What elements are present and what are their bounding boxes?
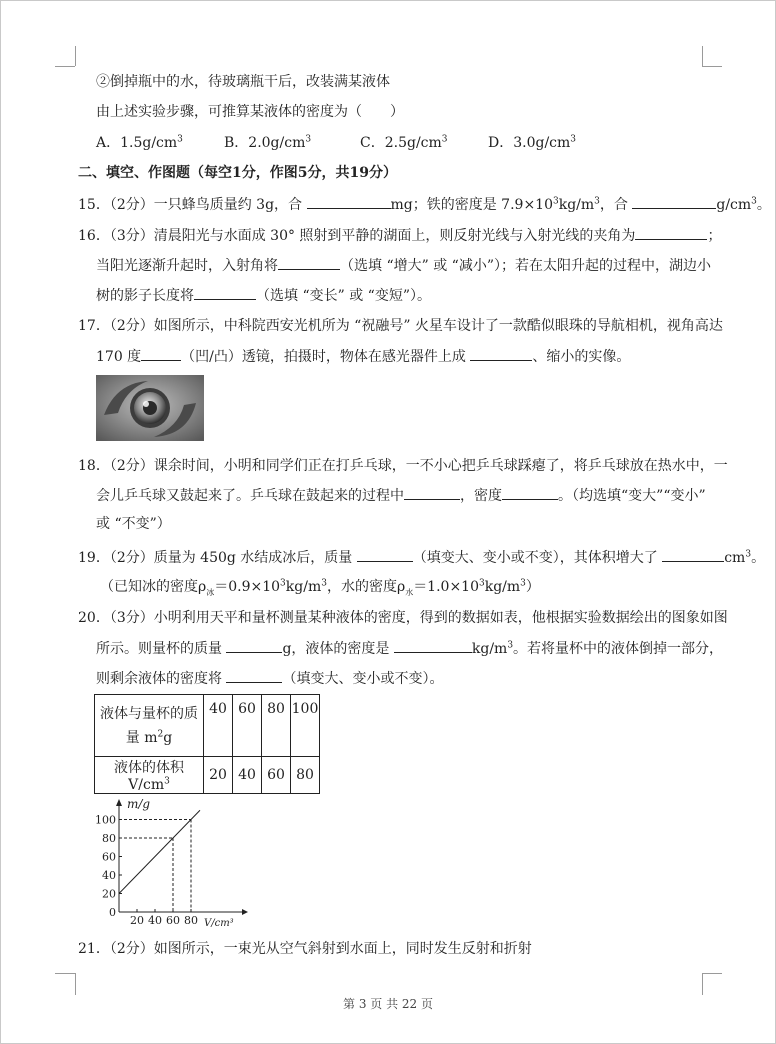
- crop-mark-tl: [75, 46, 76, 66]
- question-intro-text: 由上述实验步骤，可推算某液体的密度为（ ）: [96, 104, 404, 120]
- table-cell: 40: [233, 757, 262, 794]
- y-axis-label: m/g: [127, 797, 151, 811]
- table-cell: 80: [291, 757, 320, 794]
- crop-mark-tr: [702, 46, 703, 66]
- table-row: [95, 757, 320, 794]
- answer-blank[interactable]: [226, 638, 282, 653]
- crop-mark-bl: [55, 973, 75, 974]
- section-title: 二、填空、作图题（每空1分，作图5分，共19分）: [78, 165, 397, 181]
- answer-blank[interactable]: [141, 346, 181, 361]
- answer-blank[interactable]: [394, 638, 472, 653]
- mass-volume-chart: [92, 796, 252, 930]
- crop-mark-br: [702, 973, 722, 974]
- x-tick-label: 40: [148, 914, 162, 927]
- table-cell: 60: [262, 757, 291, 794]
- option-d[interactable]: D．$3.0g/cm^3$: [488, 134, 577, 151]
- question-21: 21．（2分）如图所示，一束光从空气斜射到水面上，同时发生反射和折射: [78, 941, 532, 957]
- table-cell: 80: [262, 695, 291, 757]
- question-20-line2: 所示。则量杯的质量 g，液体的密度是 $kg/m^3$。若将量杯中的液体倒掉一部分，: [96, 638, 723, 659]
- series-line: [119, 810, 200, 893]
- question-20: 20．（3分）小明利用天平和量杯测量某种液体的密度，得到的数据如表，他根据实验数据绘出的图象如图: [78, 610, 728, 626]
- answer-blank[interactable]: [470, 346, 532, 361]
- answer-options: [96, 133, 576, 153]
- answer-blank[interactable]: [632, 194, 716, 209]
- table-cell: 40: [204, 695, 233, 757]
- table-row-header: 液体的体积 $V/cm^3$: [95, 757, 204, 794]
- question-19: 19．（2分）质量为 450g 水结成冰后，质量 （填变大、变小或不变），其体积增大了 $cm^3$。: [78, 547, 765, 568]
- question-18-line3: 或 “不变”）: [96, 516, 171, 532]
- answer-blank[interactable]: [278, 255, 340, 270]
- question-20-line3: 则剩余液体的密度将 （填变大、变小或不变）。: [96, 668, 443, 689]
- crop-mark-tr: [702, 66, 722, 67]
- option-a[interactable]: A．$1.5g/cm^3$: [96, 134, 183, 151]
- answer-blank[interactable]: [307, 194, 391, 209]
- y-tick-label: 20: [102, 887, 116, 901]
- x-tick-label: 20: [130, 914, 144, 927]
- question-17: 17．（2分）如图所示，中科院西安光机所为 “祝融号” 火星车设计了一款酷似眼珠的导航相机，视角高达: [78, 318, 723, 334]
- crop-mark-tl: [55, 66, 75, 67]
- x-axis-label: V/cm³: [204, 918, 234, 929]
- table-cell: 60: [233, 695, 262, 757]
- table-row: [95, 695, 320, 757]
- question-step-text: ②倒掉瓶中的水，待玻璃瓶干后，改装满某液体: [96, 74, 390, 90]
- answer-blank[interactable]: [404, 485, 460, 500]
- crop-mark-br: [702, 973, 703, 995]
- y-axis-arrow: [116, 799, 122, 806]
- answer-blank[interactable]: [194, 285, 256, 300]
- page-footer: 第 3 页 共 22 页: [343, 997, 433, 1011]
- answer-blank[interactable]: [635, 225, 707, 240]
- option-c[interactable]: C．$2.5g/cm^3$: [360, 134, 448, 151]
- x-tick-label: 80: [184, 914, 198, 927]
- question-18: 18．（2分）课余时间，小明和同学们正在打乒乓球，一不小心把乒乓球踩瘪了，将乒乓球放在热水中，一: [78, 458, 728, 474]
- question-18-line2: 会儿乒乓球又鼓起来了。乒乓球在鼓起来的过程中 ，密度 。（均选填“变大”“变小”: [96, 485, 706, 506]
- question-15: 15．（2分）一只蜂鸟质量约 3g，合 mg；铁的密度是 $7.9\times 10^3kg/m^3$，合 $g/cm^3$。: [78, 194, 771, 215]
- table-cell: 20: [204, 757, 233, 794]
- answer-blank[interactable]: [662, 547, 724, 562]
- y-tick-label: 40: [102, 869, 116, 882]
- question-16-line3: 树的影子长度将 （选填 “变长” 或 “变短”）。: [96, 285, 431, 306]
- answer-blank[interactable]: [502, 485, 558, 500]
- y-tick-label: 100: [95, 813, 116, 827]
- question-16-line2: 当阳光逐渐升起时，入射角将 （选填 “增大” 或 “减小”）；若在太阳升起的过程中，湖边小: [96, 255, 711, 276]
- camera-lens-photo: [96, 375, 204, 441]
- x-axis-arrow: [242, 909, 248, 915]
- data-table: [94, 694, 320, 794]
- answer-blank[interactable]: [357, 547, 413, 562]
- question-19-line2: （已知冰的密度$\rho_冰=0.9\times 10^3kg/m^3$，水的密度$\rho_水=1.0\times 10^3kg/m^3$）: [100, 578, 540, 597]
- question-17-line2: 170 度 （凹/凸）透镜，拍摄时，物体在感光器件上成 、缩小的实像。: [96, 346, 630, 367]
- table-row-header: 液体与量杯的质 量 $m^2g$: [95, 695, 204, 757]
- y-tick-label: 80: [102, 832, 116, 845]
- crop-mark-bl: [75, 973, 76, 995]
- y-tick-label: 60: [102, 850, 116, 864]
- answer-blank[interactable]: [226, 668, 282, 683]
- x-tick-label: 60: [166, 914, 180, 927]
- option-b[interactable]: B．$2.0g/cm^3$: [224, 134, 312, 151]
- y-tick-label: 0: [109, 906, 116, 919]
- table-cell: 100: [291, 695, 320, 757]
- question-16: 16．（3分）清晨阳光与水面成 30° 照射到平静的湖面上，则反射光线与入射光线的夹角为 ；: [78, 225, 721, 246]
